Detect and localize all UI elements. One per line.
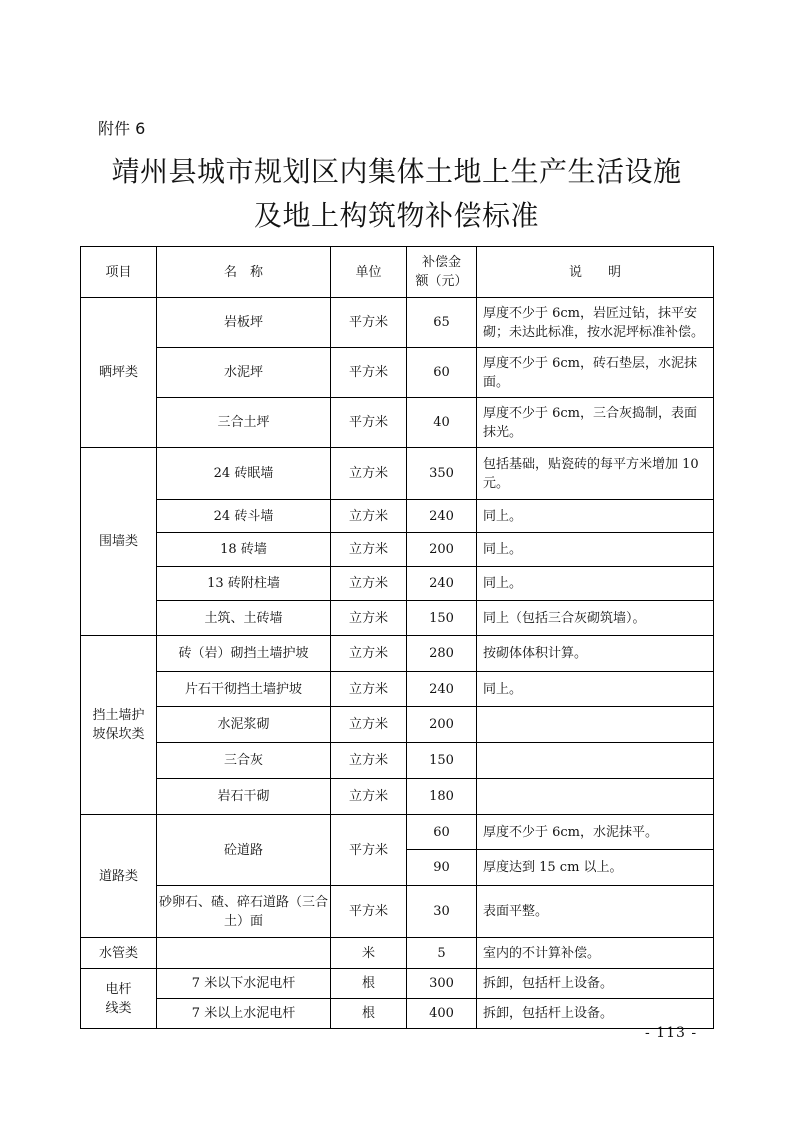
category-cell: 道路类 bbox=[81, 815, 157, 938]
table-header-row bbox=[81, 247, 714, 298]
item-unit: 立方米 bbox=[331, 672, 407, 707]
item-unit: 根 bbox=[331, 999, 407, 1029]
category-cell: 晒坪类 bbox=[81, 298, 157, 448]
item-note: 同上。 bbox=[477, 567, 714, 601]
item-note bbox=[477, 779, 714, 815]
item-amount: 180 bbox=[407, 779, 477, 815]
category-line2: 坡保坎类 bbox=[92, 727, 145, 742]
item-amount: 240 bbox=[407, 567, 477, 601]
item-amount: 150 bbox=[407, 743, 477, 779]
page-title-line1: 靖州县城市规划区内集体土地上生产生活设施 bbox=[111, 155, 682, 188]
item-amount: 200 bbox=[407, 533, 477, 567]
table-row bbox=[81, 348, 714, 398]
item-note: 同上。 bbox=[477, 500, 714, 533]
item-unit: 平方米 bbox=[331, 398, 407, 448]
item-note: 拆卸，包括杆上设备。 bbox=[477, 999, 714, 1029]
item-name: 7 米以下水泥电杆 bbox=[157, 969, 331, 999]
item-amount: 30 bbox=[407, 886, 477, 938]
item-name bbox=[157, 938, 331, 969]
table-row bbox=[81, 567, 714, 601]
header-name: 名 称 bbox=[157, 247, 331, 298]
compensation-table bbox=[80, 246, 714, 1029]
item-name: 岩石干砌 bbox=[157, 779, 331, 815]
item-amount: 40 bbox=[407, 398, 477, 448]
table-row bbox=[81, 999, 714, 1029]
table-row bbox=[81, 969, 714, 999]
table-row bbox=[81, 672, 714, 707]
item-name: 三合灰 bbox=[157, 743, 331, 779]
item-amount: 60 bbox=[407, 348, 477, 398]
item-note: 厚度不少于 6cm，三合灰捣制，表面抹光。 bbox=[477, 398, 714, 448]
category-cell: 水管类 bbox=[81, 938, 157, 969]
item-unit: 立方米 bbox=[331, 601, 407, 636]
item-name: 砼道路 bbox=[157, 815, 331, 886]
item-unit: 立方米 bbox=[331, 707, 407, 743]
item-unit: 立方米 bbox=[331, 533, 407, 567]
item-amount: 400 bbox=[407, 999, 477, 1029]
item-name: 水泥坪 bbox=[157, 348, 331, 398]
item-note: 室内的不计算补偿。 bbox=[477, 938, 714, 969]
item-note: 拆卸，包括杆上设备。 bbox=[477, 969, 714, 999]
item-unit: 立方米 bbox=[331, 448, 407, 500]
item-note: 厚度不少于 6cm，水泥抹平。 bbox=[477, 815, 714, 850]
table-row bbox=[81, 298, 714, 348]
table-row bbox=[81, 448, 714, 500]
header-amount-line1: 补偿金 bbox=[421, 255, 461, 270]
category-line1: 挡土墙护 bbox=[92, 708, 145, 723]
item-note: 同上。 bbox=[477, 533, 714, 567]
category-cell bbox=[81, 969, 157, 1029]
item-amount: 5 bbox=[407, 938, 477, 969]
header-item: 项目 bbox=[81, 247, 157, 298]
item-name: 砂卵石、碴、碎石道路（三合土）面 bbox=[157, 886, 331, 938]
item-unit: 立方米 bbox=[331, 743, 407, 779]
table-row bbox=[81, 743, 714, 779]
item-name: 24 砖眠墙 bbox=[157, 448, 331, 500]
category-cell bbox=[81, 636, 157, 815]
header-amount bbox=[407, 247, 477, 298]
item-name: 18 砖墙 bbox=[157, 533, 331, 567]
item-amount: 300 bbox=[407, 969, 477, 999]
item-note: 同上。 bbox=[477, 672, 714, 707]
item-unit: 立方米 bbox=[331, 779, 407, 815]
item-amount: 280 bbox=[407, 636, 477, 672]
item-note: 厚度达到 15 cm 以上。 bbox=[477, 850, 714, 886]
item-unit: 平方米 bbox=[331, 348, 407, 398]
item-note bbox=[477, 743, 714, 779]
item-note: 包括基础，贴瓷砖的每平方米增加 10 元。 bbox=[477, 448, 714, 500]
table-row bbox=[81, 601, 714, 636]
item-name: 三合土坪 bbox=[157, 398, 331, 448]
item-name: 13 砖附柱墙 bbox=[157, 567, 331, 601]
item-unit: 平方米 bbox=[331, 815, 407, 886]
item-name: 土筑、土砖墙 bbox=[157, 601, 331, 636]
item-note: 厚度不少于 6cm，砖石垫层，水泥抹面。 bbox=[477, 348, 714, 398]
item-unit: 米 bbox=[331, 938, 407, 969]
item-amount: 90 bbox=[407, 850, 477, 886]
item-name: 7 米以上水泥电杆 bbox=[157, 999, 331, 1029]
attachment-label: 附件 6 bbox=[98, 119, 146, 138]
item-note: 厚度不少于 6cm，岩匠过钻，抹平安砌；未达此标准，按水泥坪标准补偿。 bbox=[477, 298, 714, 348]
page-number: - 113 - bbox=[645, 1025, 698, 1041]
table-row bbox=[81, 398, 714, 448]
table-row bbox=[81, 636, 714, 672]
category-cell: 围墙类 bbox=[81, 448, 157, 636]
item-amount: 200 bbox=[407, 707, 477, 743]
item-unit: 根 bbox=[331, 969, 407, 999]
item-amount: 240 bbox=[407, 672, 477, 707]
table-row bbox=[81, 779, 714, 815]
table-row bbox=[81, 500, 714, 533]
item-unit: 立方米 bbox=[331, 636, 407, 672]
header-unit: 单位 bbox=[331, 247, 407, 298]
item-amount: 60 bbox=[407, 815, 477, 850]
item-amount: 240 bbox=[407, 500, 477, 533]
item-note: 按砌体体积计算。 bbox=[477, 636, 714, 672]
item-note: 同上（包括三合灰砌筑墙）。 bbox=[477, 601, 714, 636]
item-name: 片石干彻挡土墙护坡 bbox=[157, 672, 331, 707]
item-amount: 65 bbox=[407, 298, 477, 348]
item-amount: 150 bbox=[407, 601, 477, 636]
item-name: 岩板坪 bbox=[157, 298, 331, 348]
item-unit: 立方米 bbox=[331, 500, 407, 533]
table-row bbox=[81, 533, 714, 567]
item-note bbox=[477, 707, 714, 743]
table-row bbox=[81, 886, 714, 938]
item-name: 砖（岩）砌挡土墙护坡 bbox=[157, 636, 331, 672]
table-row bbox=[81, 815, 714, 850]
item-name: 水泥浆砌 bbox=[157, 707, 331, 743]
table-row bbox=[81, 938, 714, 969]
item-name: 24 砖斗墙 bbox=[157, 500, 331, 533]
header-amount-line2: 额（元） bbox=[415, 274, 468, 289]
item-unit: 平方米 bbox=[331, 298, 407, 348]
item-note: 表面平整。 bbox=[477, 886, 714, 938]
item-unit: 平方米 bbox=[331, 886, 407, 938]
page-title-line2: 及地上构筑物补偿标准 bbox=[253, 199, 539, 232]
header-note: 说 明 bbox=[477, 247, 714, 298]
category-line1: 电杆 bbox=[105, 981, 132, 997]
item-unit: 立方米 bbox=[331, 567, 407, 601]
category-line2: 线类 bbox=[105, 1000, 132, 1016]
table-row bbox=[81, 707, 714, 743]
item-amount: 350 bbox=[407, 448, 477, 500]
